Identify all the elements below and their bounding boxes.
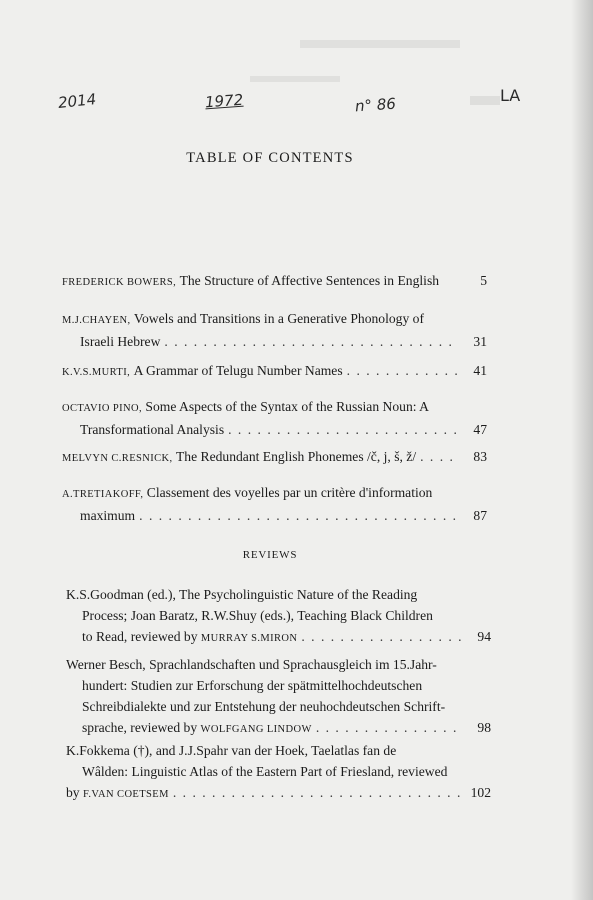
review-page-number: 102 <box>470 785 491 800</box>
review-line: K.Fokkema (†), and J.J.Spahr van der Hoek, Taelatlas fan de <box>66 743 397 758</box>
review-line: sprache, reviewed by <box>82 720 198 735</box>
entry-page-number: 5 <box>480 273 487 288</box>
entry-page-number: 47 <box>473 422 487 437</box>
review-line: Wâlden: Linguistic Atlas of the Eastern Part of Friesland, reviewed <box>82 764 448 779</box>
leader-dots <box>312 717 463 738</box>
leader-dots <box>343 360 459 381</box>
entry-page-number: 31 <box>473 334 487 349</box>
reviews-heading: REVIEWS <box>242 549 298 561</box>
handwritten-year: 1972 <box>204 90 244 112</box>
review-line: Schreibdialekte und zur Entstehung der neuhochdeutschen Schrift- <box>82 699 446 714</box>
entry-author: FREDERICK BOWERS, <box>62 277 177 288</box>
entry-title: The Redundant English Phonemes /č, j, š, ž/ <box>175 449 417 464</box>
handwritten-number: n° 86 <box>354 94 397 116</box>
entry-author: A.TRETIAKOFF, <box>62 489 144 500</box>
bleed-through-mark <box>250 76 340 82</box>
leader-dots <box>297 626 463 647</box>
entry-author: MELVYN C.RESNICK, <box>62 453 173 464</box>
entry-page-number: 83 <box>473 449 487 464</box>
review-entry <box>66 584 491 649</box>
toc-entry <box>62 446 487 469</box>
entry-author: K.V.S.MURTI, <box>62 367 131 378</box>
review-page-number: 94 <box>477 629 491 644</box>
entry-title-cont: maximum <box>80 508 136 523</box>
bleed-through-mark <box>470 96 500 105</box>
review-line: Werner Besch, Sprachlandschaften und Sprachausgleich im 15.Jahr- <box>66 657 437 672</box>
leader-dots <box>224 419 459 440</box>
review-line: by <box>66 785 80 800</box>
entry-page-number: 87 <box>473 508 487 523</box>
review-entry <box>66 740 491 805</box>
entry-author: M.J.CHAYEN, <box>62 315 131 326</box>
toc-entry <box>62 270 487 293</box>
leader-dots <box>169 782 463 803</box>
entry-title-cont: Transformational Analysis <box>80 422 225 437</box>
review-page-number: 98 <box>477 720 491 735</box>
review-line: Process; Joan Baratz, R.W.Shuy (eds.), Teaching Black Children <box>82 608 433 623</box>
handwritten-note-left: 2014 <box>57 90 98 112</box>
review-line: to Read, reviewed by <box>82 629 198 644</box>
leader-dots <box>416 446 459 467</box>
entry-title: A Grammar of Telugu Number Names <box>133 363 343 378</box>
review-entry <box>66 654 491 740</box>
entry-author: OCTAVIO PINO, <box>62 403 143 414</box>
reviewer-name: WOLFGANG LINDOW <box>200 724 312 735</box>
entry-page-number: 41 <box>473 363 487 378</box>
toc-entry <box>62 482 487 526</box>
toc-entry <box>62 308 487 352</box>
leader-dots <box>160 331 459 352</box>
entry-title: Classement des voyelles par un critère d'information <box>146 485 433 500</box>
entry-title: Vowels and Transitions in a Generative Phonology of <box>133 311 424 326</box>
reviewer-name: F.VAN COETSEM <box>83 789 169 800</box>
bleed-through-mark <box>300 40 460 48</box>
review-line: hundert: Studien zur Erforschung der spätmittelhochdeutschen <box>82 678 423 693</box>
page-title: TABLE OF CONTENTS <box>186 150 354 166</box>
reviewer-name: MURRAY S.MIRON <box>200 633 298 644</box>
toc-entry <box>62 360 487 383</box>
entry-title: Some Aspects of the Syntax of the Russian Noun: A <box>145 399 429 414</box>
page-edge-shadow <box>571 0 593 900</box>
leader-dots <box>135 505 459 526</box>
entry-title-cont: Israeli Hebrew <box>80 334 161 349</box>
entry-title: The Structure of Affective Sentences in English <box>179 273 440 288</box>
handwritten-initials: LA <box>500 86 521 105</box>
toc-entry <box>62 396 487 440</box>
review-line: K.S.Goodman (ed.), The Psycholinguistic Nature of the Reading <box>66 587 418 602</box>
